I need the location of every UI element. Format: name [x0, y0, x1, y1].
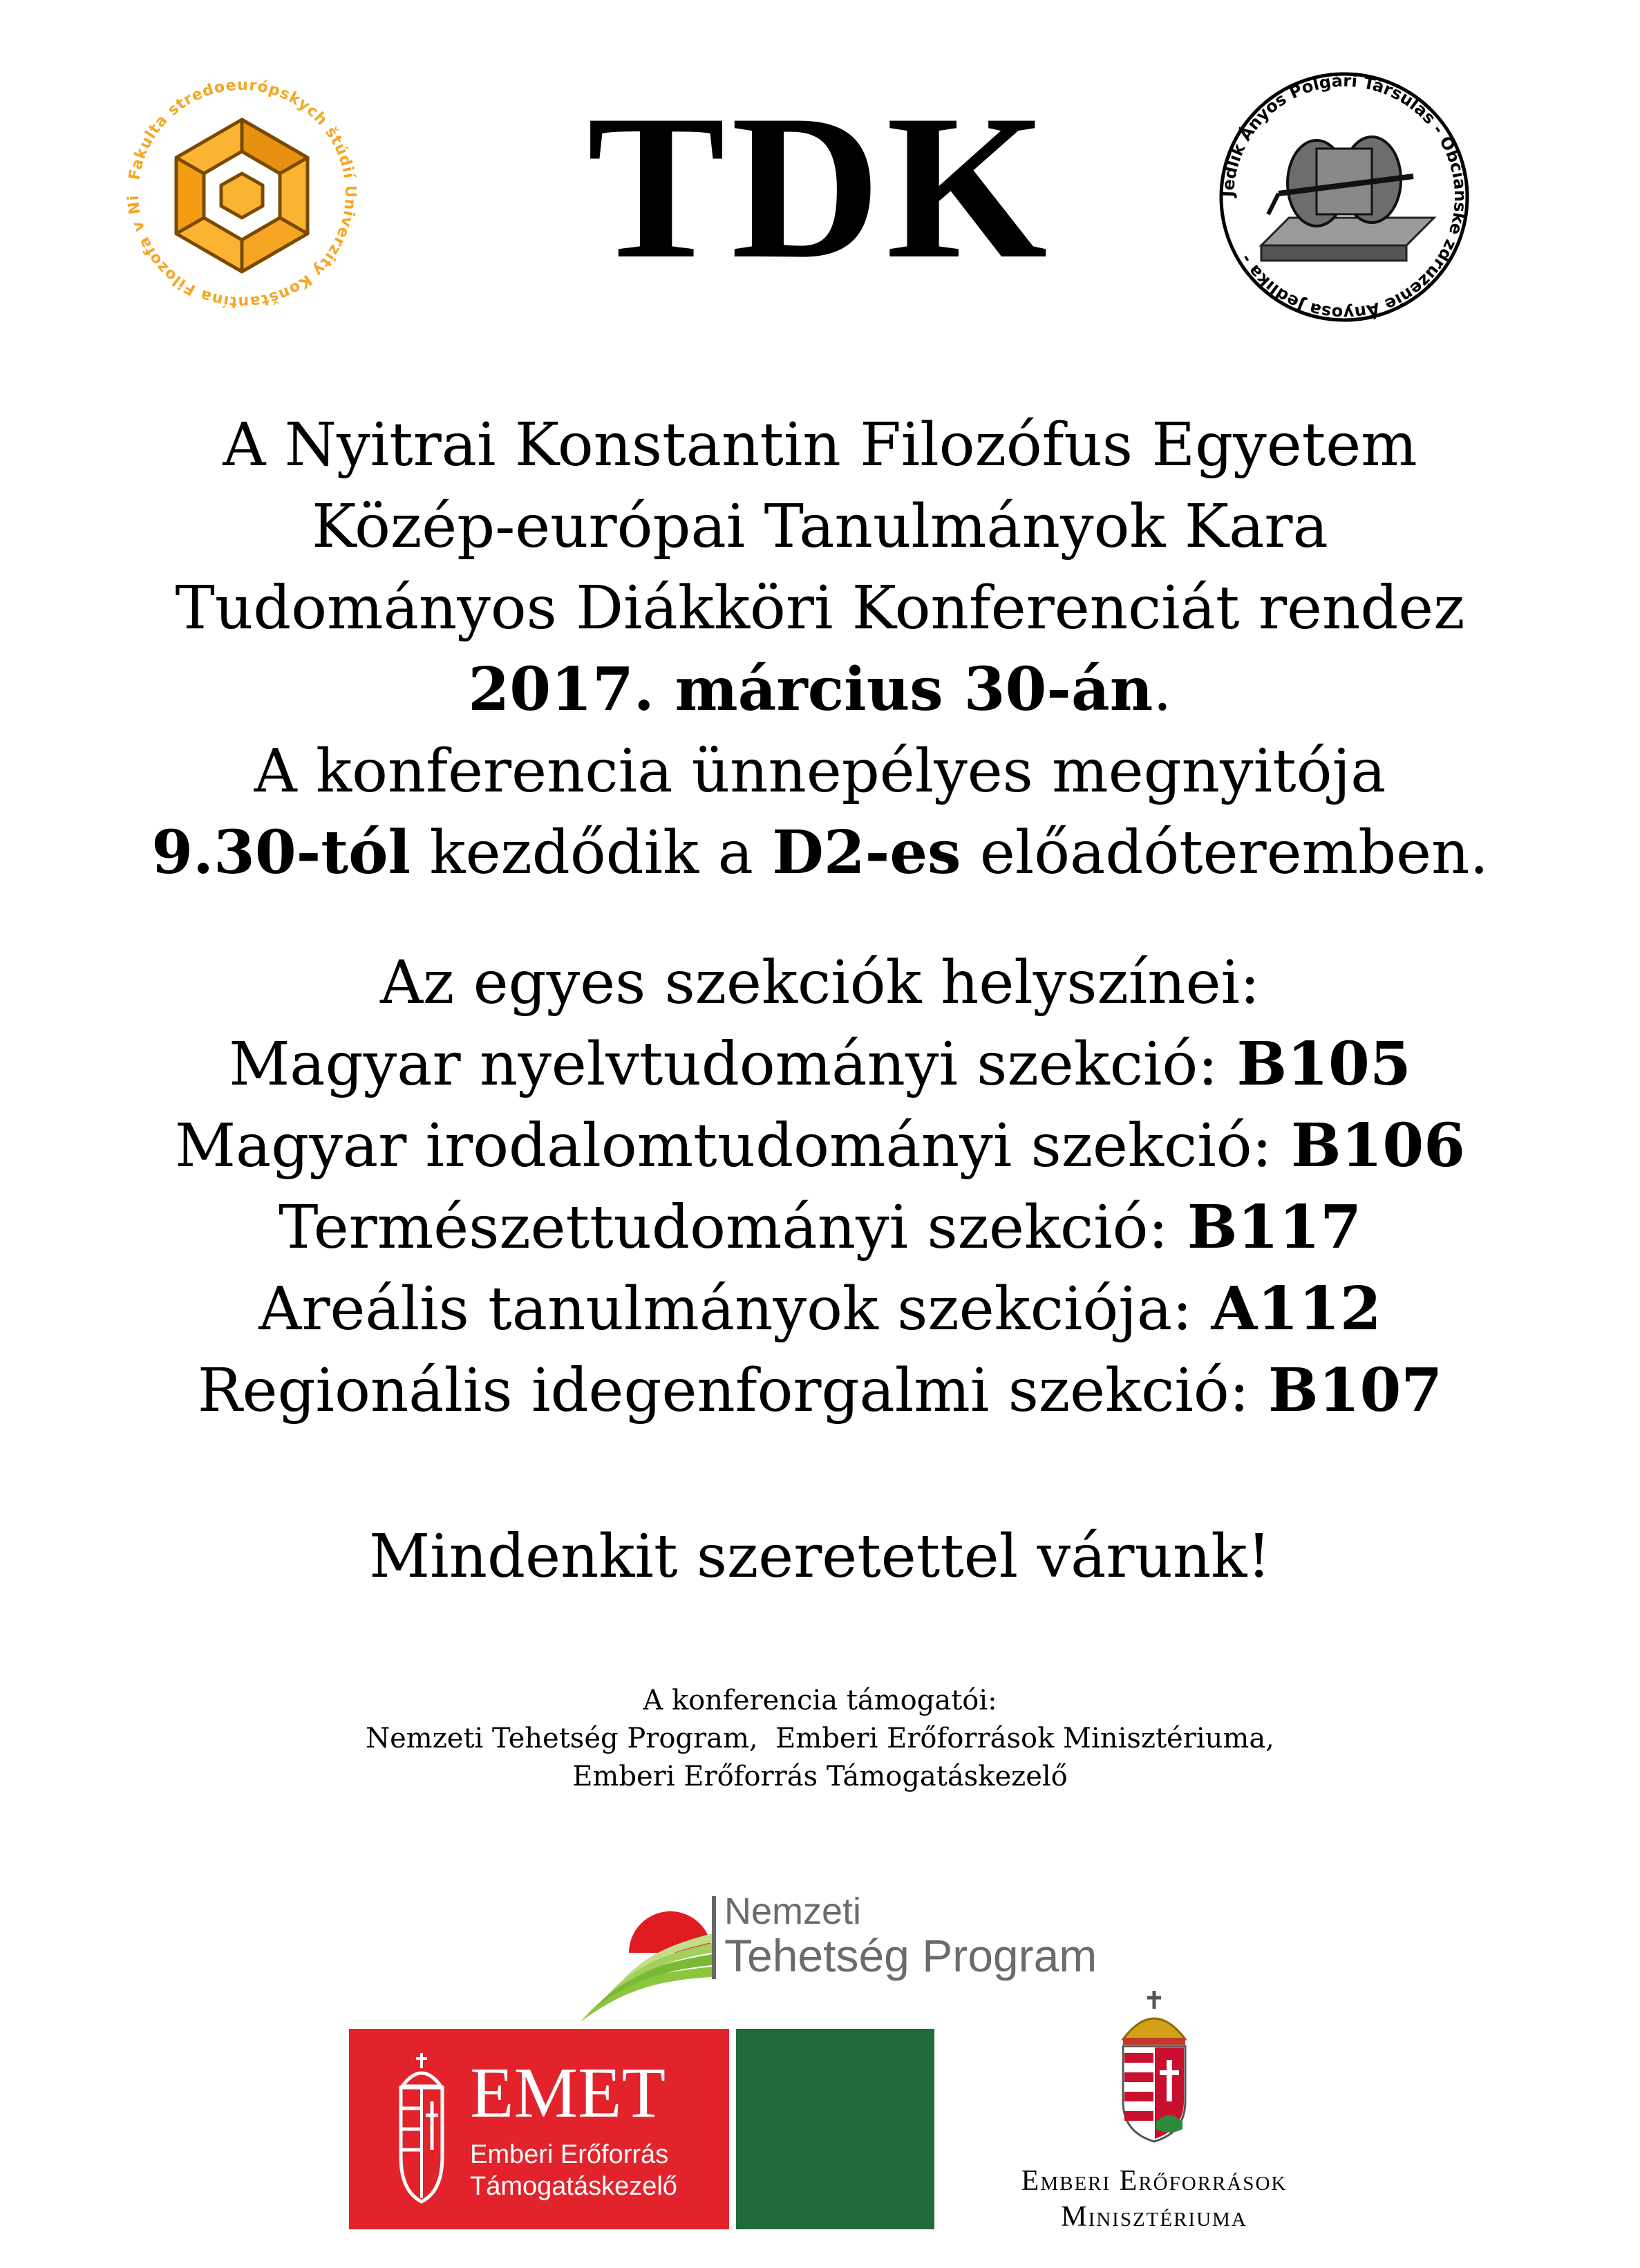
section-name: Természettudományi szekció:	[279, 1193, 1187, 1262]
hungarian-coat-of-arms-icon	[1106, 1991, 1203, 2143]
conference-announcement	[0, 404, 1640, 894]
opening-end-text: előadóteremben.	[961, 818, 1489, 888]
closing-line	[0, 1516, 1640, 1597]
hungarian-coat-of-arms-icon	[387, 2053, 456, 2205]
section-item	[0, 1268, 1640, 1350]
sponsors-block	[0, 1682, 1640, 1796]
opening-room: D2-es	[772, 818, 961, 888]
section-room: B106	[1290, 1111, 1466, 1181]
section-item	[0, 1350, 1640, 1432]
opening-time-line	[0, 812, 1640, 894]
conference-date: 2017. március 30-án	[468, 655, 1153, 724]
section-name: Magyar irodalomtudományi szekció:	[174, 1112, 1291, 1181]
welcome-text: Mindenkit szeretettel várunk!	[369, 1522, 1271, 1591]
emet-green-panel	[736, 2029, 934, 2229]
ntp-line-2: Tehetség Program	[724, 1930, 1097, 1981]
emet-subtitle-2: Támogatáskezelő	[470, 2172, 677, 2201]
section-room: A112	[1211, 1274, 1382, 1344]
university-name: A Nyitrai Konstantin Filozófus Egyetem	[223, 411, 1417, 480]
conference-date-line	[0, 649, 1640, 731]
conference-description: Tudományos Diákköri Konferenciát rendez	[175, 574, 1465, 643]
generator-machine-logo-icon	[1213, 66, 1476, 328]
date-period: .	[1153, 655, 1172, 724]
faculty-logo-ring-text: Fakulta stredoeurópskych štúdií Univerzity Konštantína Filozofa v Ni	[124, 76, 359, 311]
opening-text: A konferencia ünnepélyes megnyitója	[254, 737, 1386, 806]
ntp-line-1: Nemzeti	[724, 1891, 862, 1932]
section-item	[0, 1105, 1640, 1187]
jedlik-society-logo	[1213, 66, 1476, 328]
section-item	[0, 1024, 1640, 1105]
sponsors-heading: A konferencia támogatói:	[643, 1685, 997, 1716]
section-name: Areális tanulmányok szekciója:	[258, 1275, 1212, 1344]
section-room: B105	[1236, 1029, 1411, 1099]
section-room: B117	[1187, 1192, 1361, 1262]
section-name: Magyar nyelvtudományi szekció:	[229, 1030, 1237, 1099]
emet-title: EMET	[470, 2053, 666, 2133]
emmi-line-2: Minisztériuma	[1061, 2201, 1247, 2233]
opening-time: 9.30-tól	[151, 818, 411, 888]
sponsors-line-2: Emberi Erőforrás Támogatáskezelő	[572, 1761, 1068, 1792]
ntp-divider	[712, 1896, 716, 1979]
emet-logo	[349, 2029, 934, 2229]
sections-heading: Az egyes szekciók helyszínei:	[379, 948, 1261, 1018]
jedlik-logo-ring-text: Jedlik Ányos Polgári Társulás - Občianske združenie Ányosa Jedlika -	[1218, 71, 1471, 324]
opening-middle-text: kezdődik a	[411, 818, 773, 888]
section-name: Regionális idegenforgalmi szekció:	[197, 1356, 1268, 1425]
section-item	[0, 1187, 1640, 1268]
faculty-name: Közép-európai Tanulmányok Kara	[312, 492, 1328, 561]
emmi-logo	[968, 1991, 1341, 2240]
page-title: TDK	[587, 72, 1053, 301]
emet-subtitle-1: Emberi Erőforrás	[470, 2140, 669, 2169]
ntp-wave-icon	[574, 1877, 712, 2029]
section-room: B107	[1267, 1356, 1443, 1425]
section-locations	[0, 942, 1640, 1432]
sponsors-line-1: Nemzeti Tehetség Program, Emberi Erőforrások Minisztériuma,	[366, 1723, 1274, 1754]
emmi-line-1: Emberi Erőforrások	[1021, 2165, 1288, 2197]
